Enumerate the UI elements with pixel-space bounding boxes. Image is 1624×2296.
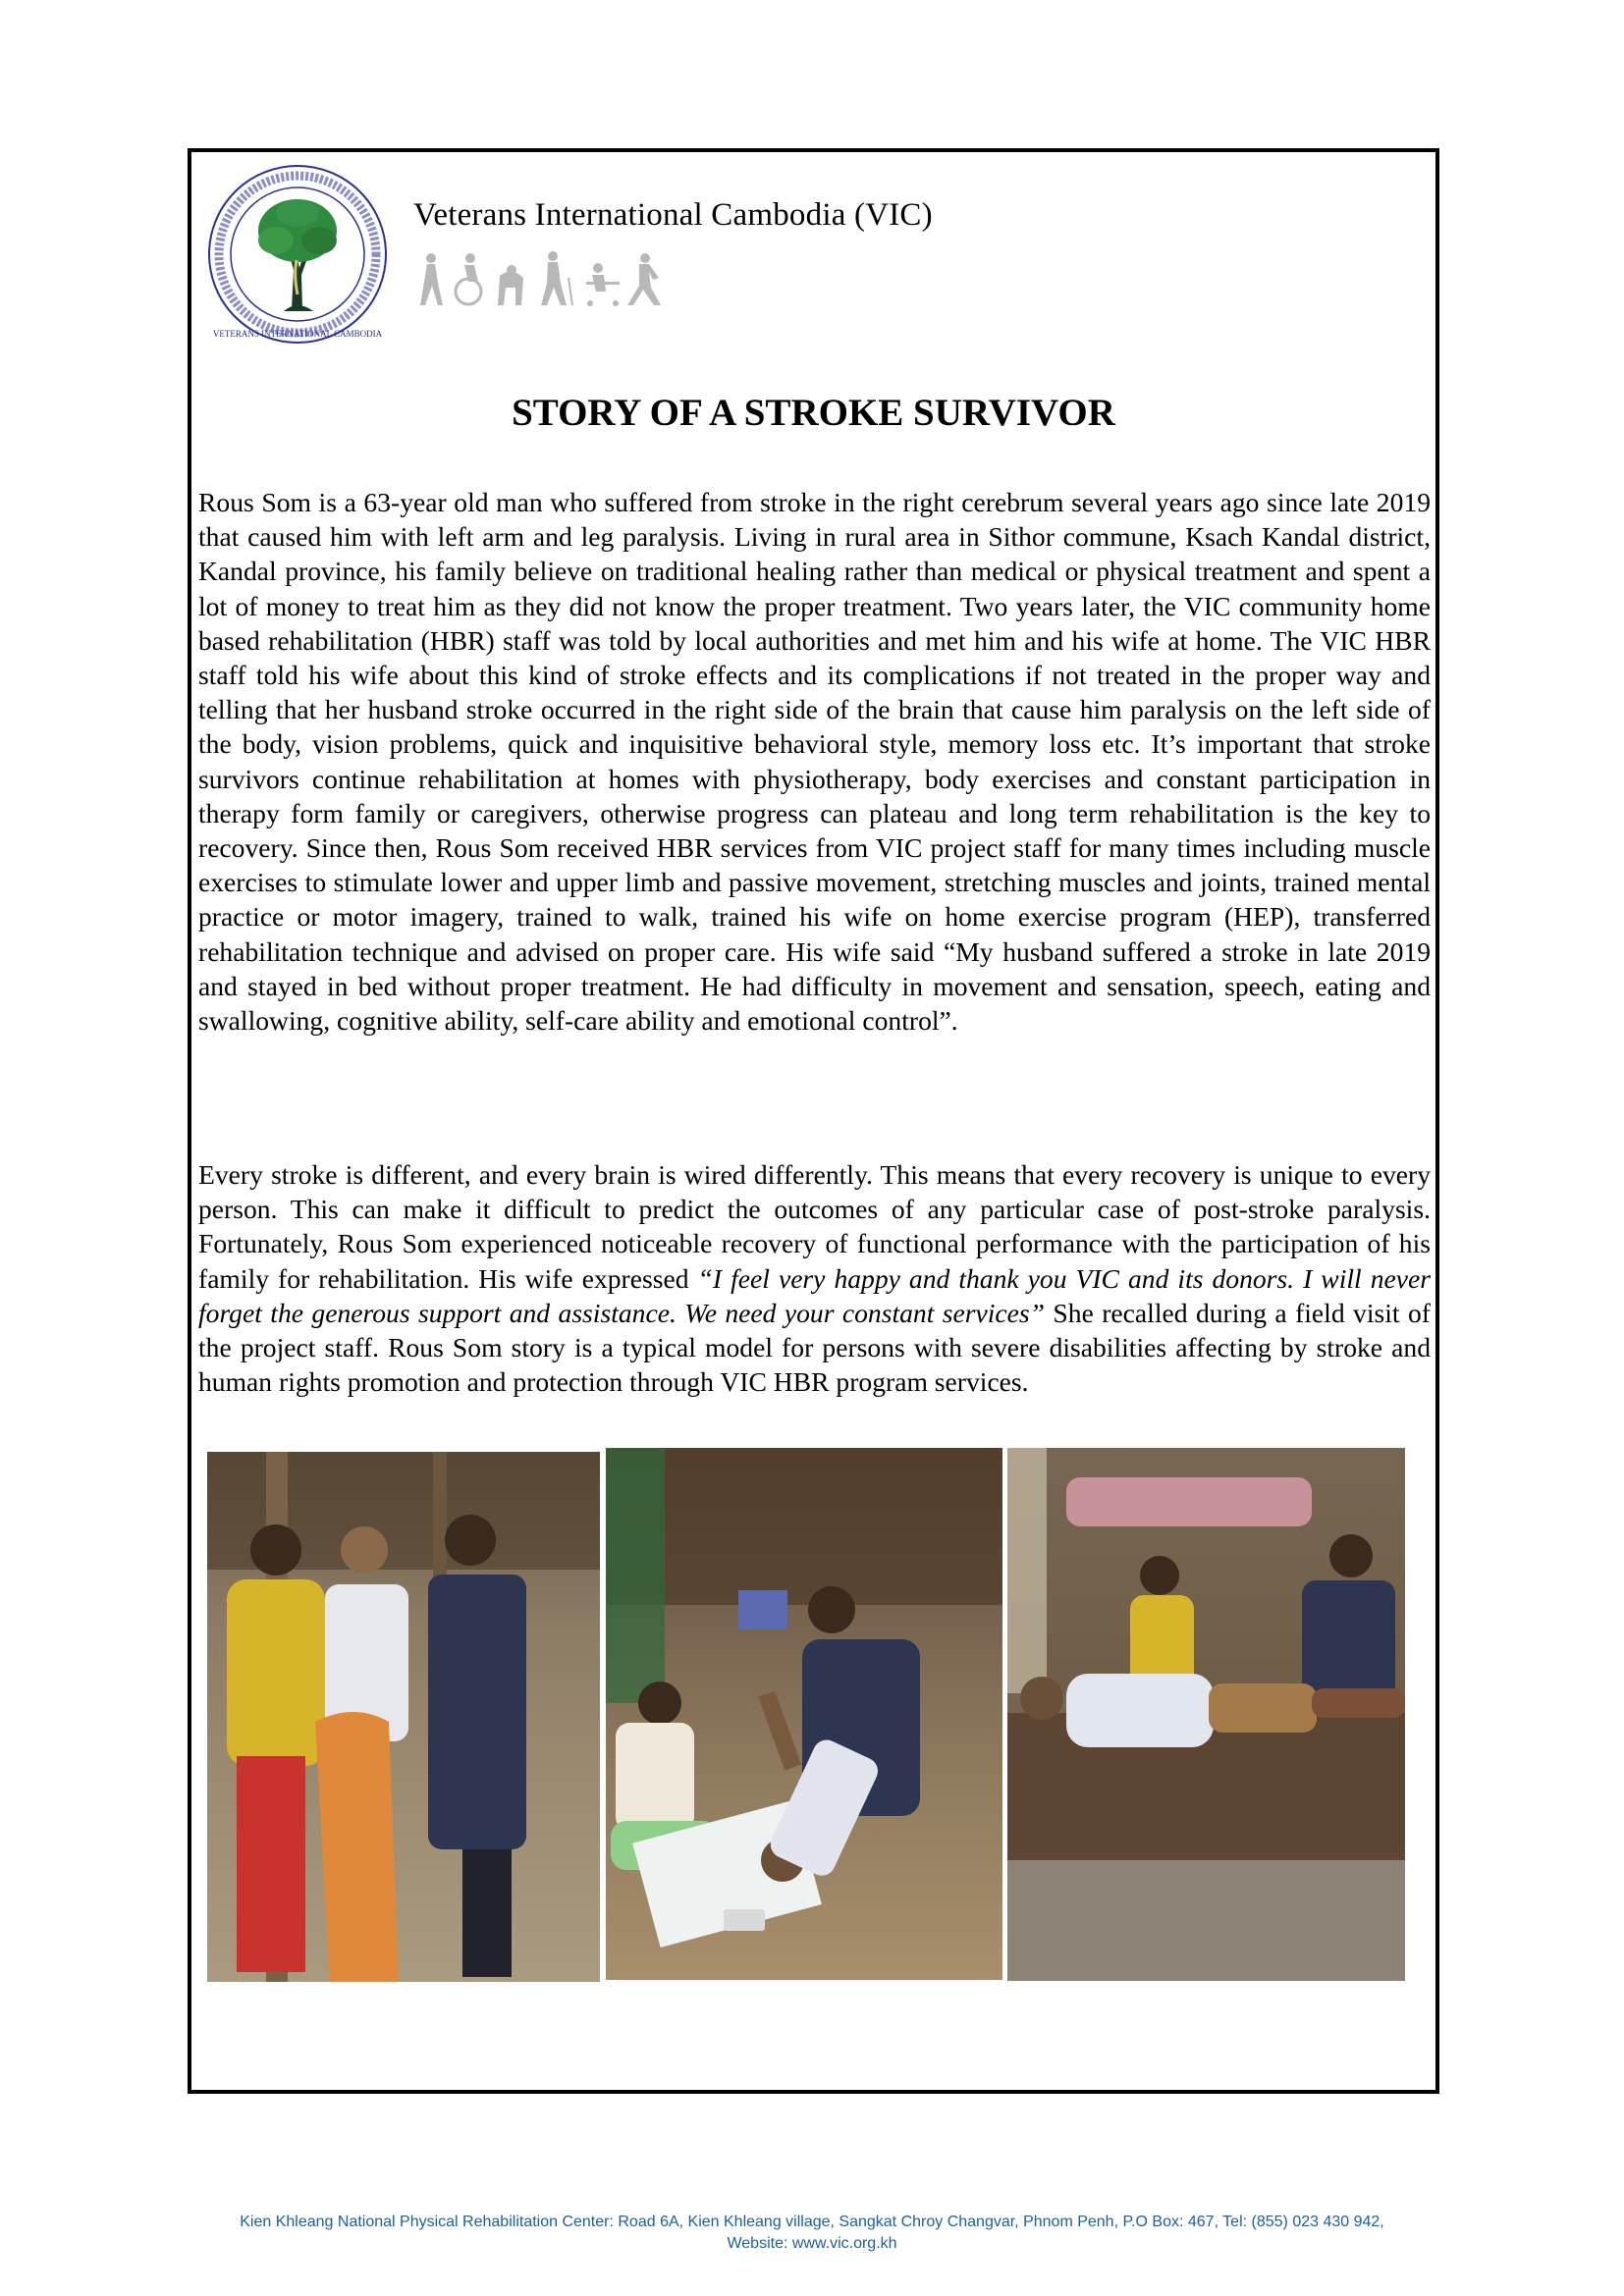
paragraph-2-conclusion: She recalled during a field visit of the project staff. Rous Som story is a typical model for persons with severe disabilities affecting by stroke and human rights promotion and protection through VIC HBR program services.: [198, 1297, 1431, 1398]
footer-website[interactable]: Website: www.vic.org.kh: [727, 2235, 897, 2252]
photo-lying-on-bamboo-bed: [1007, 1448, 1405, 1981]
photo-arm-exercise: [606, 1448, 1002, 1980]
footer: [0, 2212, 1624, 2255]
story-paragraph-1: Rous Som is a 63-year old man who suffered from stroke in the right cerebrum several years ago since late 2019 that caused him with left arm and leg paralysis. Living in rural area in Sithor commune, Ksach Kandal district, Kandal province, his family believe on traditional healing rather than medical or physical treatment and spent a lot of money to treat him as they did not know the proper treatment. Two years later, the VIC community home based rehabilitation (HBR) staff was told by local authorities and met him and his wife at home. The VIC HBR staff told his wife about this kind of stroke effects and its complications if not treated in the proper way and telling that her husband stroke occurred in the right side of the brain that cause him paralysis on the left side of the body, vision problems, quick and inquisitive behavioral style, memory loss etc. It’s important that stroke survivors continue rehabilitation at homes with physiotherapy, body exercises and constant participation in therapy form family or caregivers, otherwise progress can plateau and long term rehabilitation is the key to recovery. Since then, Rous Som received HBR services from VIC project staff for many times including muscle exercises to stimulate lower and upper limb and passive movement, stretching muscles and joints, trained mental practice or motor imagery, trained to walk, trained his wife on home exercise program (HEP), transferred rehabilitation technique and advised on proper care. His wife said “My husband suffered a stroke in late 2019 and stayed in bed without proper treatment. He had difficulty in movement and sensation, speech, eating and swallowing, cognitive ability, self-care ability and emotional control”.: [198, 487, 1431, 1037]
photo-home-visit-standing: [207, 1452, 600, 1982]
vic-logo-icon: [205, 162, 390, 347]
disability-figures-icon: [413, 248, 708, 307]
paragraph-2-intro: Every stroke is different, and every brain is wired differently. This means that every recovery is unique to every person. This can make it difficult to predict the outcomes of any particular case of post-stroke paralysis. Fortunately, Rous Som experienced noticeable recovery of functional performance with the participation of his family for rehabilitation. His wife expressed: [198, 1159, 1431, 1294]
logo-text: VETERANS INTERNATIONAL CAMBODIA: [212, 329, 383, 339]
story-paragraph-2: [198, 1157, 1431, 1399]
footer-address: Kien Khleang National Physical Rehabilitation Center: Road 6A, Kien Khleang village, Sangkat Chroy Changvar, Phnom Penh, P.O Box: 467, Tel: (855) 023 430 942,: [240, 2214, 1384, 2230]
wife-quote: “I feel very happy and thank you VIC and its donors. I will never forget the generous support and assistance. We need your constant services”: [198, 1262, 1431, 1328]
document-title: STORY OF A STROKE SURVIVOR: [512, 392, 1115, 434]
document-frame: [188, 148, 1439, 2094]
organization-name: Veterans International Cambodia (VIC): [413, 197, 933, 233]
